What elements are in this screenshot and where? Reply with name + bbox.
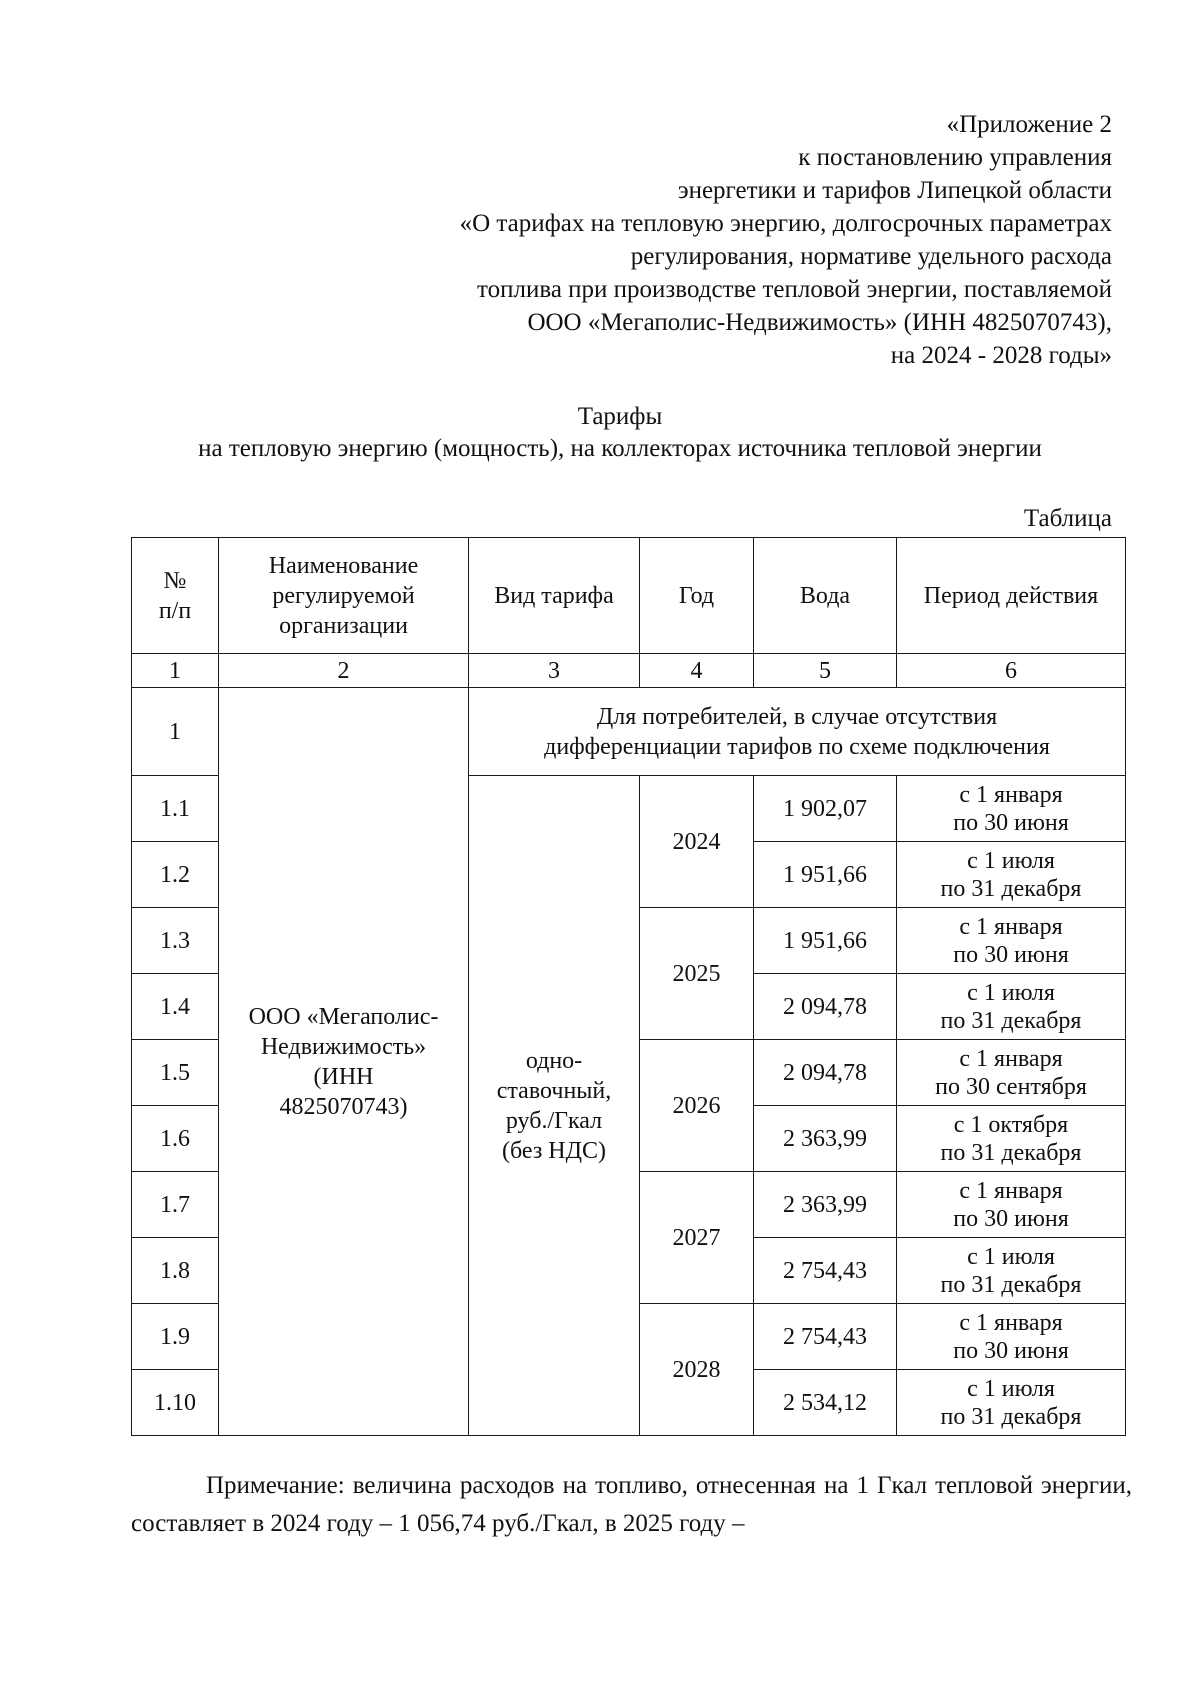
year-cell: 2027: [640, 1172, 754, 1304]
period-to: по 30 июня: [953, 1205, 1069, 1232]
section-num: 1: [132, 688, 219, 776]
water-value: 2 754,43: [754, 1238, 897, 1304]
column-number-row: [132, 654, 1126, 688]
period-from: с 1 января: [959, 781, 1063, 808]
period-cell: [897, 842, 1126, 908]
period-to: по 30 сентября: [935, 1073, 1087, 1100]
appendix-header: [460, 108, 1112, 372]
row-num: 1.9: [132, 1304, 219, 1370]
header-line: ООО «Мегаполис-Недвижимость» (ИНН 4825070743),: [527, 309, 1112, 336]
row-num: 1.7: [132, 1172, 219, 1238]
header-tariff-type: Вид тарифа: [469, 538, 640, 654]
column-number: 1: [132, 654, 219, 688]
period-to: по 30 июня: [953, 1337, 1069, 1364]
section-row: [132, 688, 1126, 776]
header-num-line: №: [163, 567, 187, 594]
water-value: 1 951,66: [754, 842, 897, 908]
water-value: 2 094,78: [754, 974, 897, 1040]
column-number: 5: [754, 654, 897, 688]
organization-line: 4825070743): [279, 1093, 408, 1120]
row-num: 1.5: [132, 1040, 219, 1106]
period-cell: [897, 1040, 1126, 1106]
period-cell: [897, 776, 1126, 842]
table-header-row: [132, 538, 1126, 654]
water-value: 1 951,66: [754, 908, 897, 974]
tariff-type-line: одно-: [525, 1047, 583, 1074]
header-year: Год: [640, 538, 754, 654]
header-organization: [219, 538, 469, 654]
row-num: 1.6: [132, 1106, 219, 1172]
row-num: 1.10: [132, 1370, 219, 1436]
period-cell: [897, 1172, 1126, 1238]
section-line: Для потребителей, в случае отсутствия: [596, 703, 998, 730]
water-value: 1 902,07: [754, 776, 897, 842]
header-line: на 2024 - 2028 годы»: [890, 342, 1112, 369]
section-line: дифференциации тарифов по схеме подключения: [544, 733, 1050, 760]
header-org-line: Наименование: [268, 552, 419, 579]
period-from: с 1 июля: [967, 1243, 1055, 1270]
period-cell: [897, 1106, 1126, 1172]
row-num: 1.2: [132, 842, 219, 908]
column-number: 6: [897, 654, 1126, 688]
tariff-type-line: ставочный,: [496, 1077, 612, 1104]
header-num-line: п/п: [158, 597, 192, 624]
section-description: [469, 688, 1126, 776]
period-to: по 31 декабря: [940, 1139, 1082, 1166]
period-cell: [897, 908, 1126, 974]
period-from: с 1 января: [959, 913, 1063, 940]
document-title: [0, 401, 1200, 465]
row-num: 1.1: [132, 776, 219, 842]
period-from: с 1 октября: [953, 1111, 1069, 1138]
period-from: с 1 января: [959, 1309, 1063, 1336]
header-line: топлива при производстве тепловой энергии, поставляемой: [477, 276, 1112, 303]
period-to: по 31 декабря: [940, 1403, 1082, 1430]
period-cell: [897, 974, 1126, 1040]
period-cell: [897, 1304, 1126, 1370]
row-num: 1.3: [132, 908, 219, 974]
header-num: [132, 538, 219, 654]
header-line: «О тарифах на тепловую энергию, долгосрочных параметрах: [459, 210, 1112, 237]
tariff-type-line: (без НДС): [501, 1137, 606, 1164]
column-number: 4: [640, 654, 754, 688]
water-value: 2 094,78: [754, 1040, 897, 1106]
period-to: по 30 июня: [953, 809, 1069, 836]
period-from: с 1 января: [959, 1045, 1063, 1072]
organization-cell: [219, 688, 469, 1436]
header-period: Период действия: [897, 538, 1126, 654]
period-from: с 1 июля: [967, 847, 1055, 874]
header-water: Вода: [754, 538, 897, 654]
organization-line: ООО «Мегаполис-: [248, 1003, 439, 1030]
period-to: по 30 июня: [953, 941, 1069, 968]
year-cell: 2028: [640, 1304, 754, 1436]
title-line-2: на тепловую энергию (мощность), на коллекторах источника тепловой энергии: [198, 435, 1042, 462]
header-org-line: организации: [279, 612, 408, 639]
year-cell: 2024: [640, 776, 754, 908]
header-org-line: регулируемой: [272, 582, 415, 609]
year-cell: 2026: [640, 1040, 754, 1172]
organization-line: Недвижимость»: [260, 1033, 427, 1060]
table-caption: Таблица: [1023, 505, 1112, 532]
header-line: энергетики и тарифов Липецкой области: [677, 177, 1112, 204]
period-from: с 1 января: [959, 1177, 1063, 1204]
period-from: с 1 июля: [967, 979, 1055, 1006]
row-num: 1.4: [132, 974, 219, 1040]
water-value: 2 534,12: [754, 1370, 897, 1436]
footnote: Примечание: величина расходов на топливо, отнесенная на 1 Гкал тепловой энергии, составляет в 2024 году – 1 056,74 руб./Гкал, в 2025 году –: [131, 1472, 1132, 1537]
period-from: с 1 июля: [967, 1375, 1055, 1402]
tariff-type-line: руб./Гкал: [505, 1107, 603, 1134]
header-line: к постановлению управления: [798, 144, 1112, 171]
header-line: регулирования, нормативе удельного расхода: [630, 243, 1112, 270]
period-cell: [897, 1370, 1126, 1436]
period-cell: [897, 1238, 1126, 1304]
period-to: по 31 декабря: [940, 1271, 1082, 1298]
column-number: 2: [219, 654, 469, 688]
period-to: по 31 декабря: [940, 1007, 1082, 1034]
tariff-type-cell: [469, 776, 640, 1436]
water-value: 2 754,43: [754, 1304, 897, 1370]
tariff-table: [131, 537, 1126, 1436]
water-value: 2 363,99: [754, 1172, 897, 1238]
period-to: по 31 декабря: [940, 875, 1082, 902]
water-value: 2 363,99: [754, 1106, 897, 1172]
row-num: 1.8: [132, 1238, 219, 1304]
year-cell: 2025: [640, 908, 754, 1040]
column-number: 3: [469, 654, 640, 688]
header-line: «Приложение 2: [946, 111, 1112, 138]
organization-line: (ИНН: [313, 1063, 374, 1090]
title-line-1: Тарифы: [577, 403, 663, 430]
